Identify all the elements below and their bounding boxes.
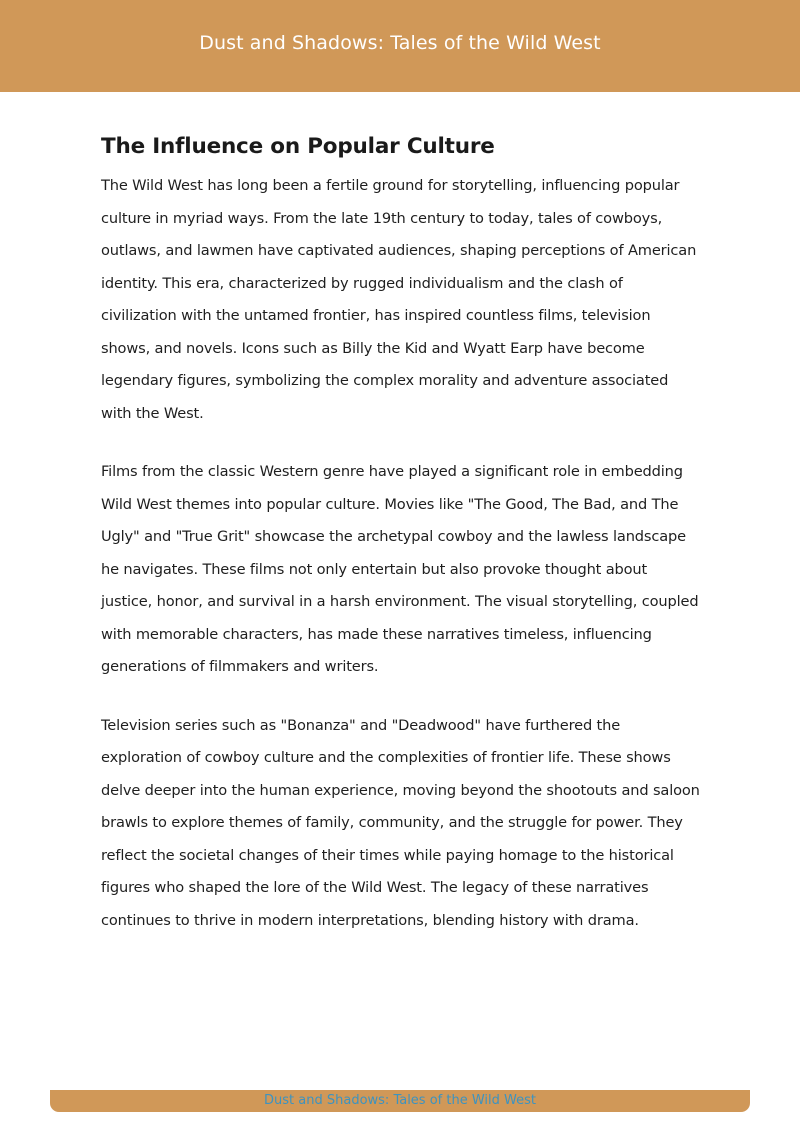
header-title: Dust and Shadows: Tales of the Wild West xyxy=(199,32,601,54)
footer-title: Dust and Shadows: Tales of the Wild West xyxy=(264,1093,536,1108)
page-header-banner xyxy=(0,0,800,92)
page-footer-bar xyxy=(50,1090,750,1112)
paragraph-3: Television series such as "Bonanza" and "Deadwood" have furthered the exploration of cowboy culture and the complexities of frontier life. These shows delve deeper into the human experience, moving beyond the shootouts and saloon brawls to explore themes of family, community, and the struggle for power. They reflect the societal changes of their times while paying homage to the historical figures who shaped the lore of the Wild West. The legacy of these narratives continues to thrive in modern interpretations, blending history with drama. xyxy=(101,716,700,929)
paragraph-2: Films from the classic Western genre have played a significant role in embedding Wild West themes into popular culture. Movies like "The Good, The Bad, and The Ugly" and "True Grit" showcase the archetypal cowboy and the lawless landscape he navigates. These films not only entertain but also provoke thought about justice, honor, and survival in a harsh environment. The visual storytelling, coupled with memorable characters, has made these narratives timeless, influencing generations of filmmakers and writers. xyxy=(101,463,699,675)
paragraph-1: The Wild West has long been a fertile ground for storytelling, influencing popular culture in myriad ways. From the late 19th century to today, tales of cowboys, outlaws, and lawmen have captivated audiences, shaping perceptions of American identity. This era, characterized by rugged individualism and the clash of civilization with the untamed frontier, has inspired countless films, television shows, and novels. Icons such as Billy the Kid and Wyatt Earp have become legendary figures, symbolizing the complex morality and adventure associated with the West. xyxy=(101,177,697,422)
main-content xyxy=(101,130,701,963)
section-heading: The Influence on Popular Culture xyxy=(101,134,495,159)
